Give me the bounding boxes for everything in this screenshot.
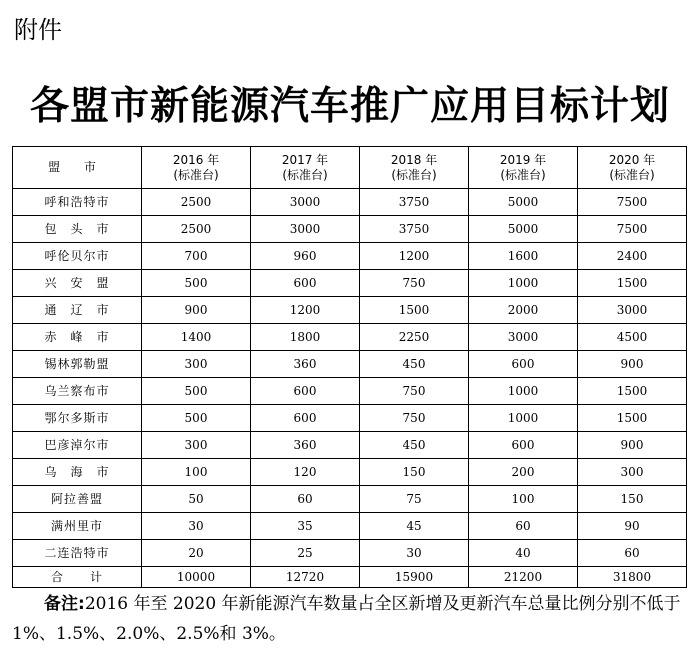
value-cell: 600: [251, 405, 360, 432]
table-row: [13, 189, 687, 216]
header-year: 2016 年: [172, 152, 220, 167]
value-cell: 150: [360, 459, 469, 486]
header-year-2017: [251, 147, 360, 189]
header-unit: (标准台): [173, 167, 219, 182]
value-cell: 1500: [578, 378, 687, 405]
footnote-text: 2016 年至 2020 年新能源汽车数量占全区新增及更新汽车总量比例分别不低于 1%、1.5%、2.0%、2.5%和 3%。: [12, 594, 681, 644]
target-plan-table: [12, 146, 687, 588]
city-cell: 二连浩特市: [13, 540, 142, 567]
value-cell: 1000: [469, 405, 578, 432]
value-cell: 35: [251, 513, 360, 540]
table-header-row: [13, 147, 687, 189]
value-cell: 30: [142, 513, 251, 540]
city-cell: 锡林郭勒盟: [13, 351, 142, 378]
city-cell: 赤 峰 市: [13, 324, 142, 351]
table-row: [13, 243, 687, 270]
value-cell: 3000: [469, 324, 578, 351]
value-cell: 100: [142, 459, 251, 486]
header-year: 2019 年: [499, 152, 547, 167]
value-cell: 75: [360, 486, 469, 513]
value-cell: 3000: [251, 189, 360, 216]
value-cell: 1000: [469, 378, 578, 405]
header-unit: (标准台): [609, 167, 655, 182]
header-unit: (标准台): [500, 167, 546, 182]
value-cell: 1600: [469, 243, 578, 270]
value-cell: 500: [142, 378, 251, 405]
header-city: 盟 市: [13, 147, 142, 189]
footnote-label: 备注:: [44, 594, 85, 614]
value-cell: 2250: [360, 324, 469, 351]
value-cell: 750: [360, 378, 469, 405]
value-cell: 500: [142, 270, 251, 297]
value-cell: 1500: [578, 405, 687, 432]
value-cell: 4500: [578, 324, 687, 351]
value-cell: 20: [142, 540, 251, 567]
value-cell: 2000: [469, 297, 578, 324]
header-unit: (标准台): [391, 167, 437, 182]
table-row: [13, 459, 687, 486]
value-cell: 2400: [578, 243, 687, 270]
value-cell: 100: [469, 486, 578, 513]
city-cell: 乌 海 市: [13, 459, 142, 486]
header-year-2019: [469, 147, 578, 189]
city-cell: 阿拉善盟: [13, 486, 142, 513]
value-cell: 150: [578, 486, 687, 513]
table-row: [13, 486, 687, 513]
footnote: [12, 589, 696, 649]
city-cell: 鄂尔多斯市: [13, 405, 142, 432]
value-cell: 3000: [251, 216, 360, 243]
value-cell: 1500: [578, 270, 687, 297]
table-row: [13, 540, 687, 567]
value-cell: 900: [142, 297, 251, 324]
table-row: [13, 513, 687, 540]
table-row: [13, 270, 687, 297]
value-cell: 31800: [578, 567, 687, 588]
value-cell: 3750: [360, 216, 469, 243]
value-cell: 7500: [578, 189, 687, 216]
city-cell: 巴彦淖尔市: [13, 432, 142, 459]
value-cell: 3750: [360, 189, 469, 216]
value-cell: 1000: [469, 270, 578, 297]
value-cell: 500: [142, 405, 251, 432]
value-cell: 45: [360, 513, 469, 540]
header-unit: (标准台): [282, 167, 328, 182]
value-cell: 60: [251, 486, 360, 513]
document-title: 各盟市新能源汽车推广应用目标计划: [29, 84, 670, 129]
table-row: [13, 405, 687, 432]
header-year: 2018 年: [390, 152, 438, 167]
table-row: [13, 324, 687, 351]
city-cell: 呼伦贝尔市: [13, 243, 142, 270]
value-cell: 200: [469, 459, 578, 486]
value-cell: 2500: [142, 189, 251, 216]
value-cell: 30: [360, 540, 469, 567]
value-cell: 600: [251, 378, 360, 405]
value-cell: 3000: [578, 297, 687, 324]
value-cell: 5000: [469, 216, 578, 243]
value-cell: 300: [578, 459, 687, 486]
value-cell: 600: [469, 351, 578, 378]
value-cell: 1200: [360, 243, 469, 270]
value-cell: 960: [251, 243, 360, 270]
header-year-2016: [142, 147, 251, 189]
value-cell: 120: [251, 459, 360, 486]
city-cell: 满州里市: [13, 513, 142, 540]
value-cell: 1500: [360, 297, 469, 324]
value-cell: 10000: [142, 567, 251, 588]
value-cell: 900: [578, 351, 687, 378]
city-cell: 兴 安 盟: [13, 270, 142, 297]
value-cell: 750: [360, 270, 469, 297]
value-cell: 750: [360, 405, 469, 432]
header-year: 2020 年: [608, 152, 656, 167]
value-cell: 5000: [469, 189, 578, 216]
value-cell: 40: [469, 540, 578, 567]
header-year: 2017 年: [281, 152, 329, 167]
attachment-label: 附件: [14, 16, 62, 44]
value-cell: 21200: [469, 567, 578, 588]
city-cell: 通 辽 市: [13, 297, 142, 324]
value-cell: 360: [251, 351, 360, 378]
table-row: [13, 432, 687, 459]
value-cell: 7500: [578, 216, 687, 243]
city-cell: 呼和浩特市: [13, 189, 142, 216]
value-cell: 60: [469, 513, 578, 540]
city-cell: 合 计: [13, 567, 142, 588]
value-cell: 90: [578, 513, 687, 540]
value-cell: 1800: [251, 324, 360, 351]
value-cell: 600: [251, 270, 360, 297]
table-row: [13, 297, 687, 324]
value-cell: 360: [251, 432, 360, 459]
value-cell: 1400: [142, 324, 251, 351]
total-row: [13, 567, 687, 588]
value-cell: 15900: [360, 567, 469, 588]
value-cell: 2500: [142, 216, 251, 243]
city-cell: 乌兰察布市: [13, 378, 142, 405]
value-cell: 450: [360, 351, 469, 378]
value-cell: 900: [578, 432, 687, 459]
value-cell: 700: [142, 243, 251, 270]
value-cell: 25: [251, 540, 360, 567]
table-row: [13, 351, 687, 378]
table-row: [13, 378, 687, 405]
city-cell: 包 头 市: [13, 216, 142, 243]
value-cell: 12720: [251, 567, 360, 588]
table-row: [13, 216, 687, 243]
value-cell: 60: [578, 540, 687, 567]
value-cell: 450: [360, 432, 469, 459]
value-cell: 50: [142, 486, 251, 513]
value-cell: 1200: [251, 297, 360, 324]
value-cell: 600: [469, 432, 578, 459]
value-cell: 300: [142, 432, 251, 459]
value-cell: 300: [142, 351, 251, 378]
header-year-2020: [578, 147, 687, 189]
header-year-2018: [360, 147, 469, 189]
